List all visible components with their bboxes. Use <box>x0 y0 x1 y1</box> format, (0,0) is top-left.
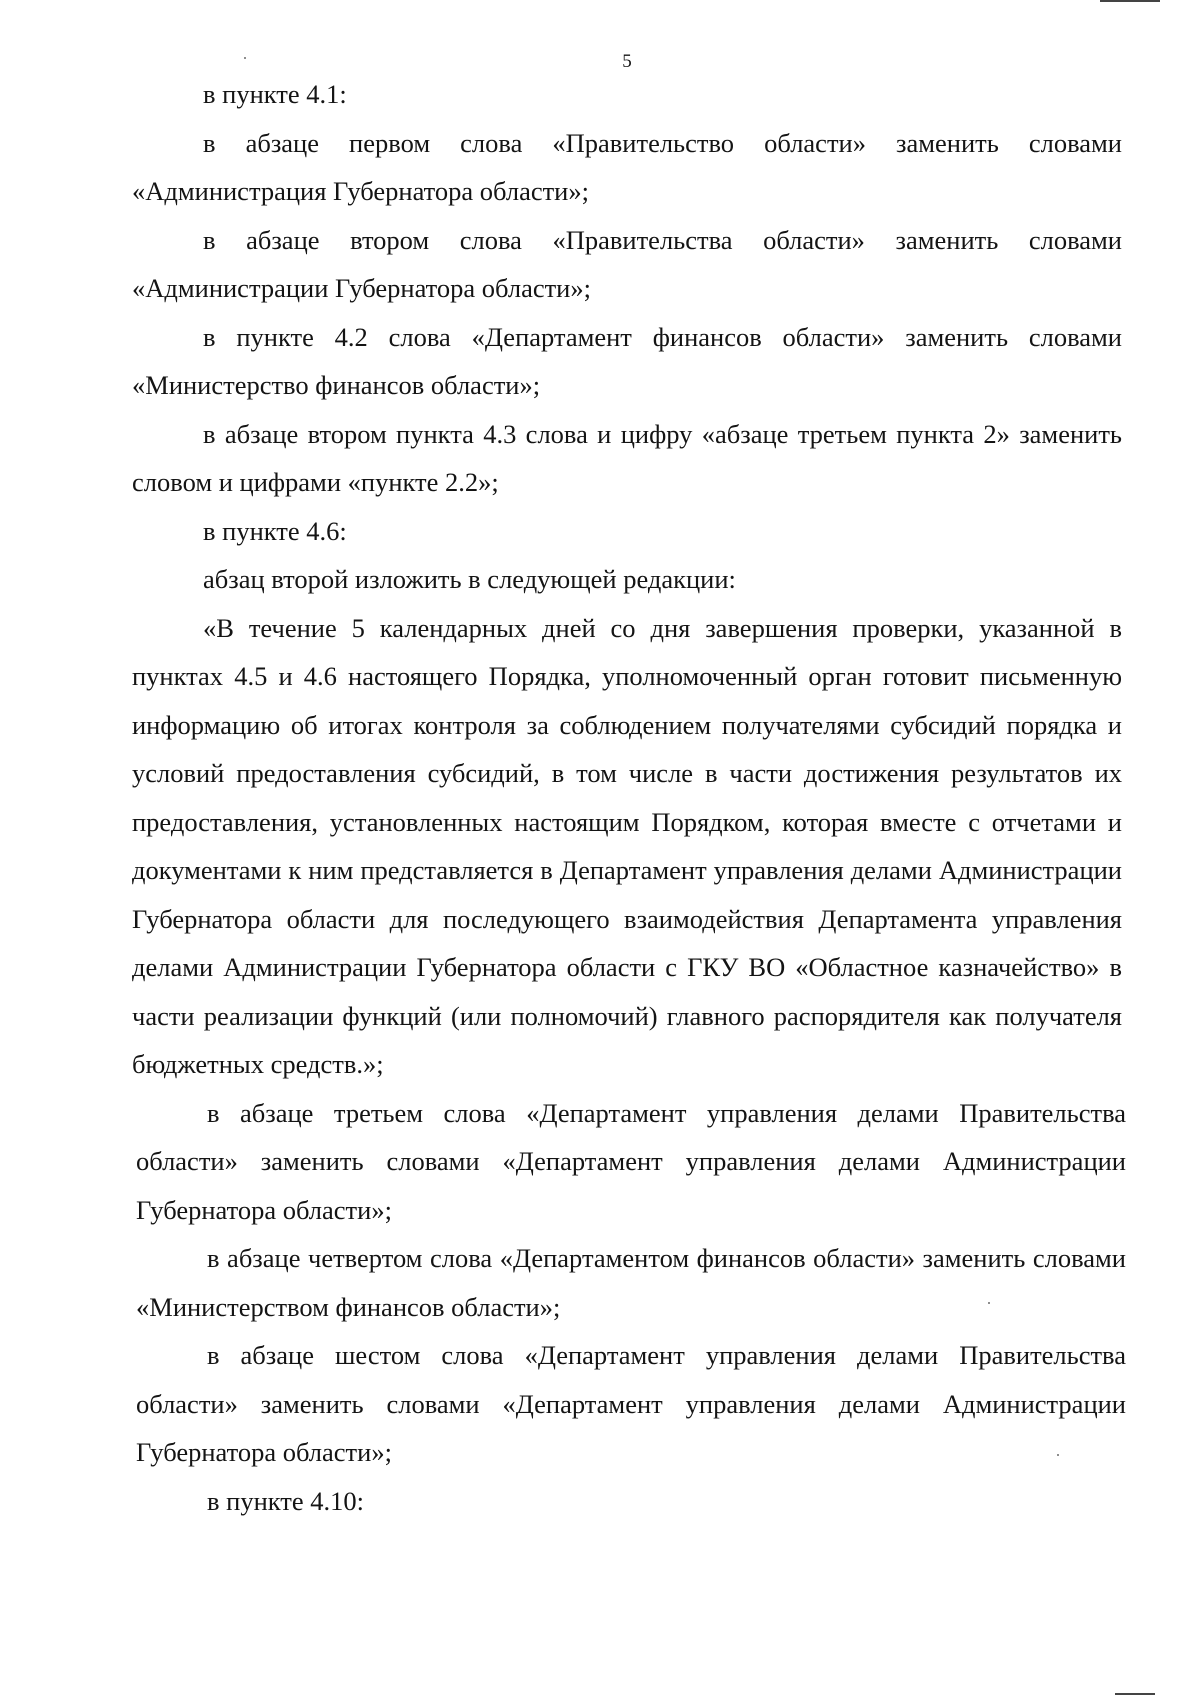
scan-speck <box>1057 1454 1059 1456</box>
paragraph-clause-4-2: в пункте 4.2 слова «Департамент финансов области» заменить словами «Министерство финансов области»; <box>132 321 1122 400</box>
paragraph-clause-4-6: в пункте 4.6: <box>203 515 347 546</box>
paragraph-sixth-abzac: в абзаце шестом слова «Департамент управления делами Правительства области» заменить словами «Департамент управления делами Администрации Губернатора области»; <box>136 1340 1126 1467</box>
paragraph-third-abzac: в абзаце третьем слова «Департамент управления делами Правительства области» заменить словами «Департамент управления делами Администрации Губернатора области»; <box>136 1097 1126 1225</box>
paragraph-clause-4-10: в пункте 4.10: <box>207 1485 364 1516</box>
paragraph-clause-4-1: в пункте 4.1: <box>203 79 347 109</box>
scan-edge-mark <box>1115 1693 1155 1695</box>
paragraph-clause-4-3: в абзаце втором пункта 4.3 слова и цифру «абзаце третьем пункта 2» заменить словом и цифрами «пункте 2.2»; <box>132 418 1122 497</box>
page-number: 5 <box>622 51 632 72</box>
paragraph-4-1-second-abzac: в абзаце втором слова «Правительства области» заменить словами «Администрации Губернатора области»; <box>132 224 1122 303</box>
paragraph-4-6-new-text: «В течение 5 календарных дней со дня завершения проверки, указанной в пунктах 4.5 и 4.6 настоящего Порядка, уполномоченный орган готовит письменную информацию об итогах контроля за соблюдением получателями субсидий порядка и условий предоставления субсидий, в том числе в части достижения результатов их предоставления, установленных настоящим Порядком, которая вместе с отчетами и документами к ним представляется в Департамент управления делами Администрации Губернатора области для последующего взаимодействия Департамента управления делами Администрации Губернатора области с ГКУ ВО «Областное казначейство» в части реализации функций (или полномочий) главного распорядителя как получателя бюджетных средств.»; <box>132 612 1122 1079</box>
scan-edge-mark <box>1100 0 1160 2</box>
document-body <box>132 70 1126 1525</box>
scan-speck <box>244 57 246 59</box>
paragraph-4-1-first-abzac: в абзаце первом слова «Правительство области» заменить словами «Администрация Губернатора области»; <box>132 127 1122 206</box>
paragraph-4-6-instruction: абзац второй изложить в следующей редакции: <box>203 564 736 594</box>
paragraph-fourth-abzac: в абзаце четвертом слова «Департаментом финансов области» заменить словами «Министерством финансов области»; <box>136 1243 1126 1322</box>
scan-speck <box>988 1302 990 1304</box>
